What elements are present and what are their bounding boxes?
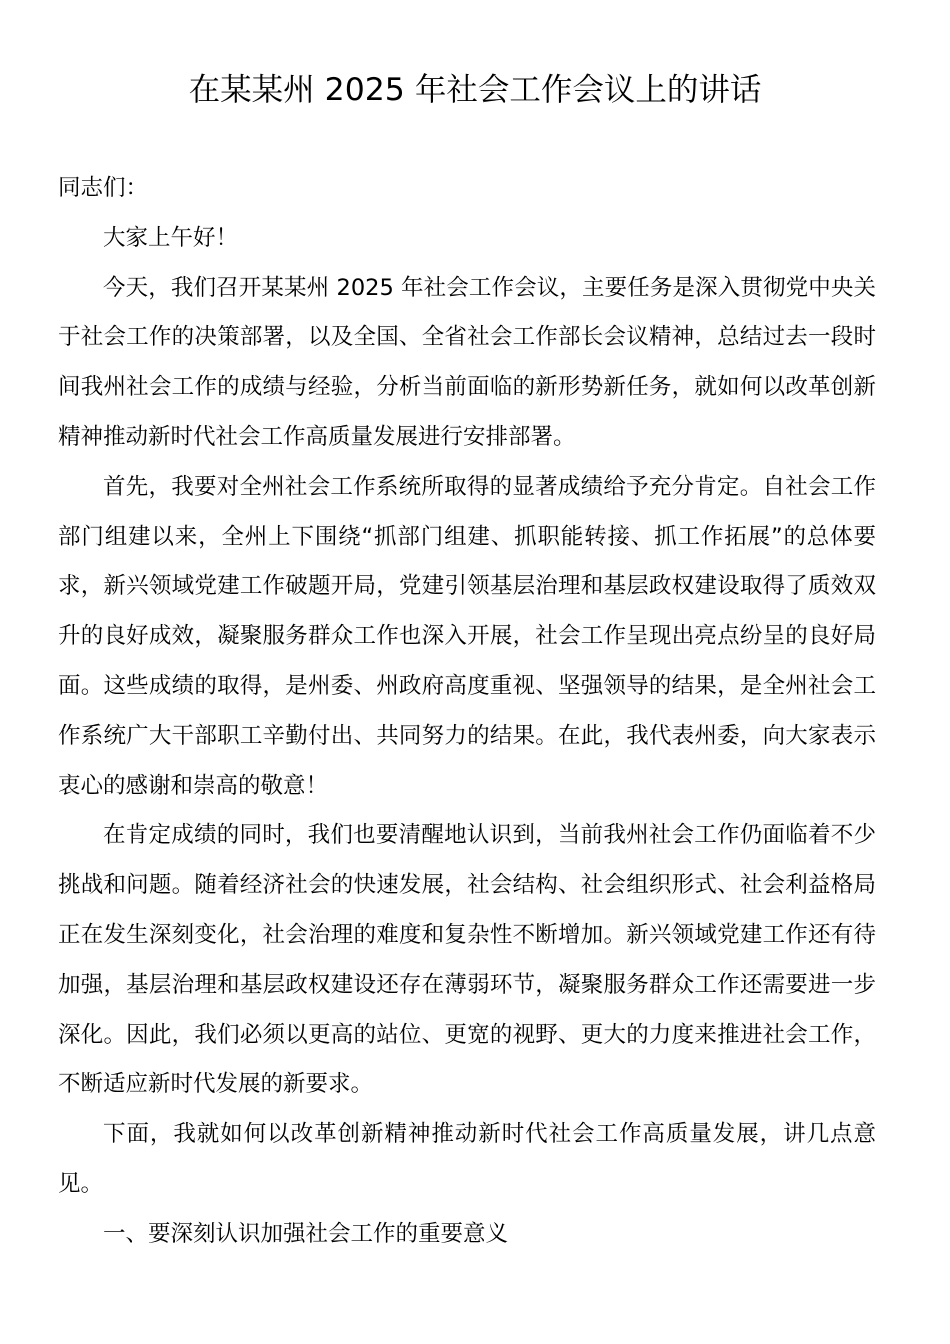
salutation: 同志们： xyxy=(58,175,149,201)
paragraph-achievements: 首先，我要对全州社会工作系统所取得的显著成绩给予充分肯定。自社会工作部门组建以来，全州上下围绕“抓部门组建、抓职能转接、抓工作拓展”的总体要求，新兴领域党建工作破题开局，党建引领基层治理和基层政权建设取得了质效双升的良好成效，凝聚服务群众工作也深入开展，社会工作呈现出亮点纷呈的良好局面。这些成绩的取得，是州委、州政府高度重视、坚强领导的结果，是全州社会工作系统广大干部职工辛勤付出、共同努力的结果。在此，我代表州委，向大家表示衷心的感谢和崇高的敬意！ xyxy=(58,473,876,799)
section-heading-1: 一、要深刻认识加强社会工作的重要意义 xyxy=(103,1220,509,1247)
paragraph-greeting: 大家上午好！ xyxy=(103,224,239,251)
document-body xyxy=(58,164,876,1260)
paragraph-challenges: 在肯定成绩的同时，我们也要清醒地认识到，当前我州社会工作仍面临着不少挑战和问题。随着经济社会的快速发展，社会结构、社会组织形式、社会利益格局正在发生深刻变化，社会治理的难度和复杂性不断增加。新兴领域党建工作还有待加强，基层治理和基层政权建设还存在薄弱环节，凝聚服务群众工作还需要进一步深化。因此，我们必须以更高的站位、更宽的视野、更大的力度来推进社会工作，不断适应新时代发展的新要求。 xyxy=(58,822,876,1098)
paragraph-transition: 下面，我就如何以改革创新精神推动新时代社会工作高质量发展，讲几点意见。 xyxy=(58,1121,876,1197)
document-title: 在某某州 2025 年社会工作会议上的讲话 xyxy=(188,72,762,108)
paragraph-introduction: 今天，我们召开某某州 2025 年社会工作会议，主要任务是深入贯彻党中央关于社会工作的决策部署，以及全国、全省社会工作部长会议精神，总结过去一段时间我州社会工作的成绩与经验，分析当前面临的新形势新任务，就如何以改革创新精神推动新时代社会工作高质量发展进行安排部署。 xyxy=(58,274,876,450)
